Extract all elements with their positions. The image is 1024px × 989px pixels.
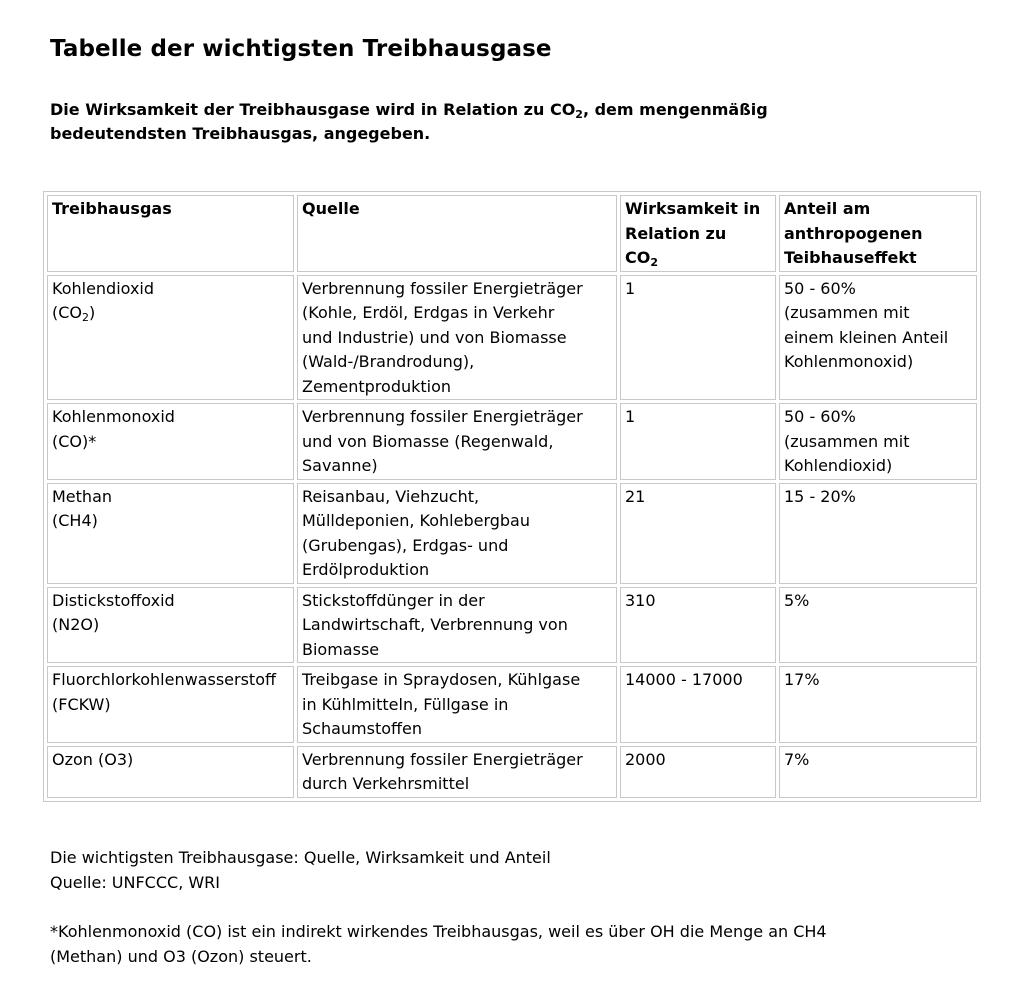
share-line: 50 - 60%	[784, 407, 856, 426]
cell-share: 7%	[779, 746, 977, 798]
cell-effectiveness: 310	[620, 587, 776, 664]
source-line: Reisanbau, Viehzucht,	[302, 486, 480, 506]
source-line: Savanne)	[302, 456, 378, 475]
gas-formula: (FCKW)	[52, 694, 111, 714]
cell-source	[297, 403, 617, 480]
gas-formula: (CO)*	[52, 431, 97, 451]
cell-source	[297, 587, 617, 664]
cell-effectiveness: 1	[620, 403, 776, 480]
source-line: Treibgase in Spraydosen, Kühlgase	[302, 670, 581, 689]
gas-name: Fluorchlorkohlenwasserstoff	[52, 670, 277, 689]
header-effectiveness	[620, 195, 776, 272]
share-line: Kohlenmonoxid)	[784, 352, 914, 371]
cell-share: 15 - 20%	[779, 483, 977, 584]
intro-text	[50, 98, 930, 146]
cell-gas	[47, 587, 294, 664]
share-line: Kohlendioxid)	[784, 456, 893, 475]
source-line: durch Verkehrsmittel	[302, 774, 470, 793]
cell-share: 17%	[779, 666, 977, 743]
formula-text: )	[89, 303, 96, 322]
source-line: und von Biomasse (Regenwald,	[302, 431, 554, 451]
header-line: anthropogenen	[784, 223, 923, 243]
cell-share: 5%	[779, 587, 977, 664]
source-line: (Kohle, Erdöl, Erdgas in Verkehr	[302, 303, 555, 322]
source-line: Verbrennung fossiler Energieträger	[302, 749, 583, 769]
cell-gas	[47, 483, 294, 584]
table-header-row	[47, 195, 977, 272]
intro-text-part: , dem mengenmäßig	[582, 100, 768, 119]
formula-text: (CO	[52, 303, 83, 322]
header-line: Wirksamkeit in	[625, 199, 761, 218]
page-title: Tabelle der wichtigsten Treibhausgase	[50, 36, 552, 62]
cell-effectiveness: 21	[620, 483, 776, 584]
table-row	[47, 483, 977, 584]
cell-source	[297, 483, 617, 584]
intro-text-line2: bedeutendsten Treibhausgas, angegeben.	[50, 124, 431, 143]
source-line: Zementproduktion	[302, 376, 452, 396]
footnote-line: *Kohlenmonoxid (CO) ist ein indirekt wirkendes Treibhausgas, weil es über OH die Menge an CH4	[50, 922, 827, 941]
intro-text-part: Die Wirksamkeit der Treibhausgase wird in Relation zu CO	[50, 100, 576, 119]
cell-share	[779, 275, 977, 401]
share-line: einem kleinen Anteil	[784, 327, 949, 347]
header-source: Quelle	[297, 195, 617, 272]
cell-effectiveness: 1	[620, 275, 776, 401]
footnote-line: (Methan) und O3 (Ozon) steuert.	[50, 946, 312, 966]
cell-gas	[47, 746, 294, 798]
share-line: (zusammen mit	[784, 303, 910, 322]
gas-formula: (CH4)	[52, 511, 98, 530]
share-line: (zusammen mit	[784, 431, 910, 451]
greenhouse-gas-table	[43, 191, 981, 802]
gas-name: Distickstoffoxid	[52, 590, 175, 610]
header-line: Anteil am	[784, 199, 871, 218]
header-gas: Treibhausgas	[47, 195, 294, 272]
source-line: Mülldeponien, Kohlebergbau	[302, 511, 530, 530]
formula-subscript: 2	[82, 311, 90, 324]
source-line: Landwirtschaft, Verbrennung von	[302, 615, 568, 634]
source-line: in Kühlmitteln, Füllgase in	[302, 694, 509, 714]
share-line: 50 - 60%	[784, 278, 856, 298]
source-line: (Grubengas), Erdgas- und	[302, 535, 509, 555]
gas-formula	[52, 301, 291, 326]
source-line: Stickstoffdünger in der	[302, 590, 485, 610]
source-line: und Industrie) und von Biomasse	[302, 327, 567, 347]
gas-name: Ozon (O3)	[52, 749, 134, 769]
gas-name: Methan	[52, 486, 113, 506]
gas-formula: (N2O)	[52, 615, 100, 634]
caption-text: Die wichtigsten Treibhausgase: Quelle, Wirksamkeit und Anteil	[50, 848, 551, 867]
table-row	[47, 666, 977, 743]
source-line: Schaumstoffen	[302, 719, 423, 738]
source-line: Biomasse	[302, 639, 380, 659]
source-line: (Wald-/Brandrodung),	[302, 352, 475, 371]
source-line: Verbrennung fossiler Energieträger	[302, 407, 583, 426]
cell-source	[297, 746, 617, 798]
cell-gas	[47, 666, 294, 743]
cell-gas	[47, 275, 294, 401]
header-line	[625, 246, 773, 271]
source-credit: Quelle: UNFCCC, WRI	[50, 872, 221, 892]
cell-source	[297, 666, 617, 743]
cell-effectiveness: 14000 - 17000	[620, 666, 776, 743]
header-subscript: 2	[650, 256, 658, 269]
source-line: Erdölproduktion	[302, 560, 430, 579]
table-row	[47, 275, 977, 401]
cell-share	[779, 403, 977, 480]
table-row	[47, 403, 977, 480]
gas-name: Kohlenmonoxid	[52, 407, 175, 426]
table-row	[47, 746, 977, 798]
table-row	[47, 587, 977, 664]
table-caption	[50, 846, 950, 895]
cell-effectiveness: 2000	[620, 746, 776, 798]
header-line: Teibhauseffekt	[784, 248, 917, 267]
cell-source	[297, 275, 617, 401]
intro-subscript: 2	[575, 108, 583, 121]
source-line: Verbrennung fossiler Energieträger	[302, 278, 583, 298]
gas-name: Kohlendioxid	[52, 278, 155, 298]
cell-gas	[47, 403, 294, 480]
footnote	[50, 920, 950, 969]
header-share	[779, 195, 977, 272]
header-line: Relation zu	[625, 223, 727, 243]
header-text: CO	[625, 248, 651, 267]
